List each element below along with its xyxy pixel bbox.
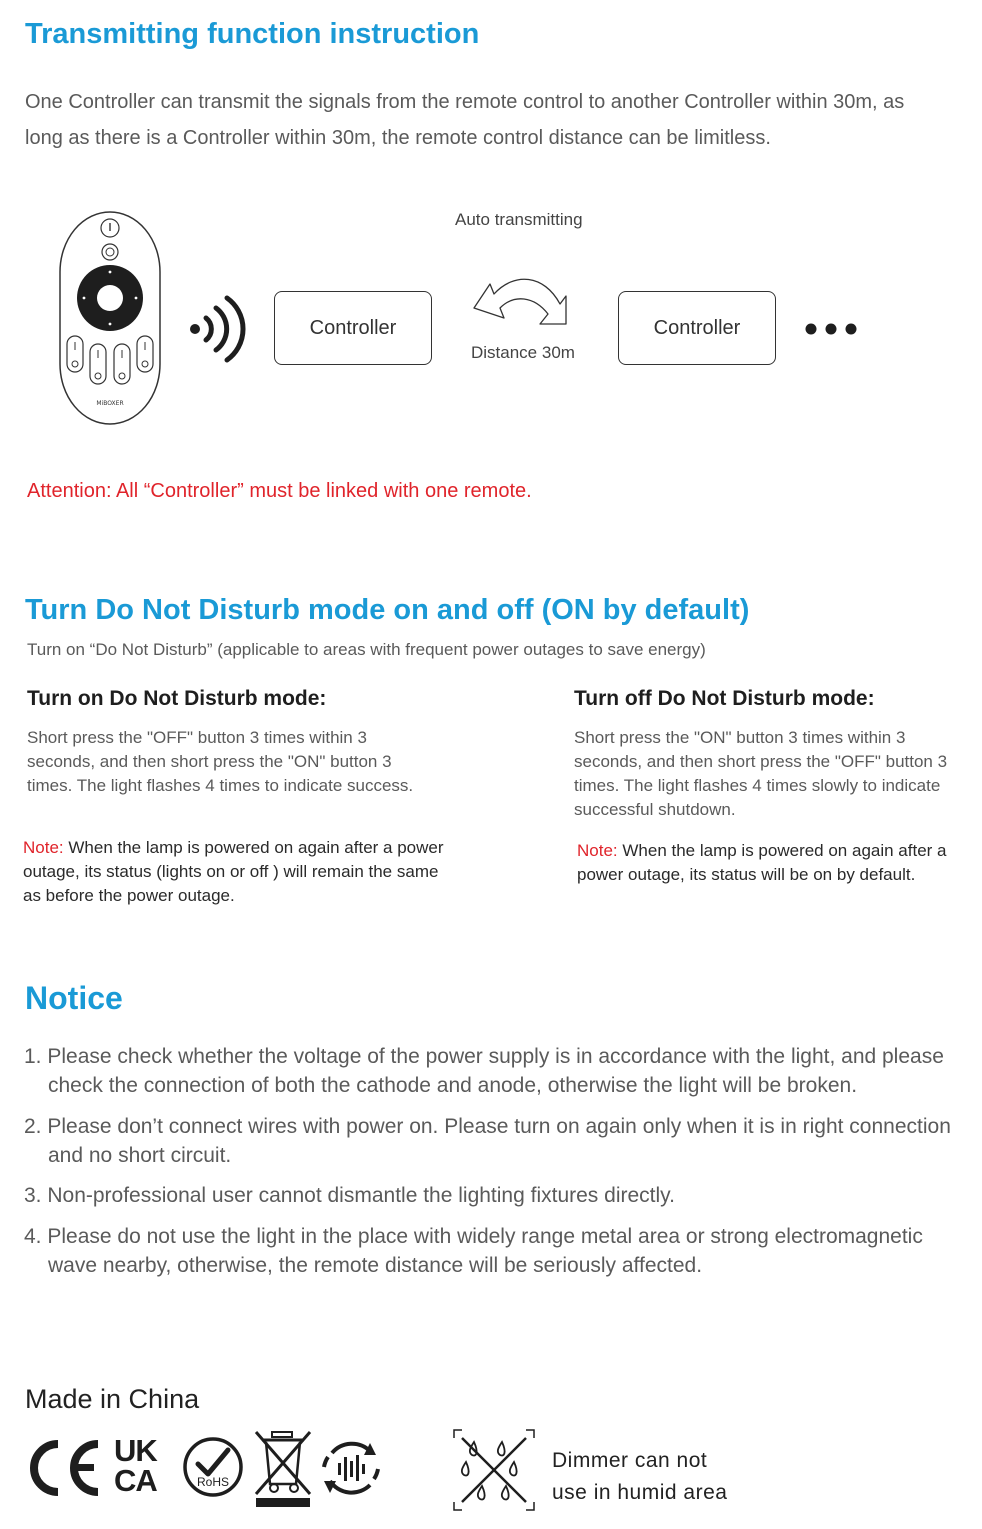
weee-bin-icon	[252, 1428, 314, 1508]
signal-wave-icon	[186, 294, 246, 364]
notice-item-1: 1. Please check whether the voltage of the power supply is in accordance with the light, and please check the connection of both the cathode and anode, otherwise the light will be broken.	[24, 1045, 944, 1097]
notice-item-4: 4. Please do not use the light in the place with widely range metal area or strong electromagnetic wave nearby, otherwise, the remote distance will be seriously affected.	[24, 1225, 923, 1277]
note-label: Note:	[577, 841, 618, 860]
dnd-title: Turn Do Not Disturb mode on and off (ON by default)	[25, 594, 750, 626]
controller-box-2	[618, 291, 776, 365]
notice-item-2: 2. Please don’t connect wires with power on. Please turn on again only when it is in right connection and no short circuit.	[24, 1115, 951, 1167]
humid-line-1: Dimmer can not	[552, 1449, 708, 1472]
note-label: Note:	[23, 838, 64, 857]
humid-line-2: use in humid area	[552, 1481, 728, 1504]
controller-label: Controller	[653, 316, 741, 339]
dnd-on-heading: Turn on Do Not Disturb mode:	[27, 687, 327, 710]
no-humid-icon	[452, 1428, 536, 1512]
remote-brand: MiBOXER	[96, 400, 124, 407]
controller-box-1	[274, 291, 432, 365]
dnd-off-note	[577, 839, 962, 887]
humid-warning	[552, 1445, 727, 1509]
dnd-on-note	[23, 836, 448, 908]
dnd-subtitle: Turn on “Do Not Disturb” (applicable to areas with frequent power outages to save energy)	[27, 640, 706, 659]
rohs-mark-icon	[182, 1436, 244, 1498]
ukca-mark-icon	[114, 1433, 174, 1498]
dnd-off-heading: Turn off Do Not Disturb mode:	[574, 687, 875, 710]
ukca-top: UK	[114, 1433, 157, 1468]
controller-label: Controller	[309, 316, 397, 339]
curved-arrow-icon	[470, 268, 572, 326]
notice-title: Notice	[25, 980, 123, 1016]
note-text: When the lamp is powered on again after a power outage, its status will be on by default.	[577, 841, 947, 884]
transmit-intro: One Controller can transmit the signals from the remote control to another Controller within 30m, as long as there is a Controller within 30m, the remote control distance can be limitless.	[25, 91, 905, 149]
recycle-circle-icon	[320, 1437, 382, 1499]
remote-control-icon	[58, 208, 164, 428]
dnd-on-text: Short press the "OFF" button 3 times within 3 seconds, and then short press the "ON" button 3 times. The light flashes 4 times to indicate success.	[27, 728, 414, 795]
transmit-title: Transmitting function instruction	[25, 18, 480, 50]
ukca-bottom: CA	[114, 1463, 157, 1498]
distance-label: Distance 30m	[471, 343, 575, 362]
ce-mark-icon	[24, 1438, 106, 1498]
dnd-off-text: Short press the "ON" button 3 times within 3 seconds, and then short press the "OFF" button 3 times. The light flashes 4 times slowly to indicate successful shutdown.	[574, 728, 948, 819]
ellipsis-icon	[802, 320, 860, 338]
rohs-label: RoHS	[196, 1475, 230, 1489]
notice-item-3: 3. Non-professional user cannot dismantle the lighting fixtures directly.	[24, 1184, 675, 1207]
note-text: When the lamp is powered on again after a power outage, its status (lights on or off ) will remain the same as before the power outage.	[23, 838, 444, 905]
made-in-label: Made in China	[25, 1384, 200, 1414]
attention-text: Attention: All “Controller” must be linked with one remote.	[27, 480, 532, 502]
auto-transmitting-label: Auto transmitting	[455, 210, 583, 229]
